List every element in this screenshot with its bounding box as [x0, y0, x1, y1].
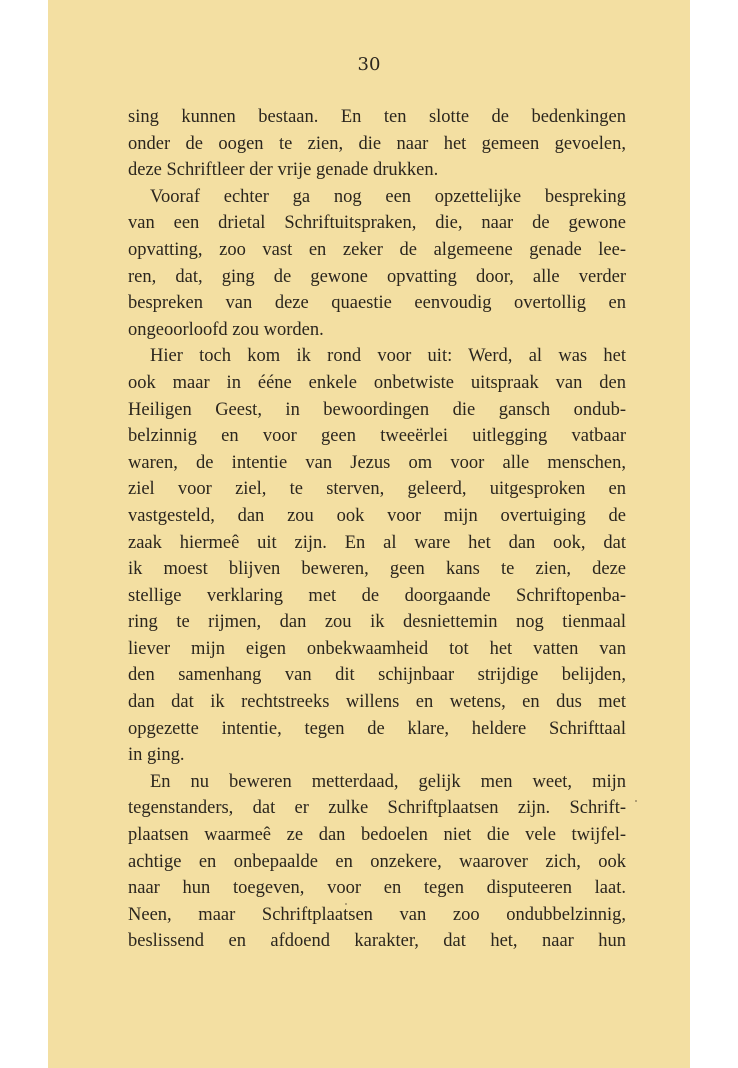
text-line: ongeoorloofd zou worden. [128, 319, 324, 340]
text-line: ook maar in ééne enkele onbetwiste uitspraak van den [128, 372, 626, 393]
text-line: ziel voor ziel, te sterven, geleerd, uitgesproken en [128, 479, 626, 500]
text-line: stellige verklaring met de doorgaande Schriftopenba- [128, 585, 626, 606]
text-line: van een drietal Schriftuitspraken, die, naar de gewone [128, 213, 626, 234]
text-line: Neen, maar Schriftplaatsen van zoo ondubbelzinnig, [128, 904, 626, 925]
paragraph [128, 769, 626, 955]
text-line: En nu beweren metterdaad, gelijk men weet, mijn [150, 771, 626, 792]
text-line: beslissend en afdoend karakter, dat het, naar hun [128, 931, 626, 952]
text-line: vastgesteld, dan zou ook voor mijn overtuiging de [128, 505, 626, 526]
text-line: Hier toch kom ik rond voor uit: Werd, al was het [150, 346, 626, 367]
paper-speck [345, 903, 347, 905]
text-line: sing kunnen bestaan. En ten slotte de bedenkingen [128, 107, 626, 127]
text-line: bespreken van deze quaestie eenvoudig overtollig en [128, 293, 626, 314]
paragraph [128, 184, 626, 344]
text-line: in ging. [128, 745, 185, 766]
body-text [128, 104, 626, 955]
paragraph [128, 104, 626, 184]
text-line: liever mijn eigen onbekwaamheid tot het vatten van [128, 638, 626, 659]
text-line: naar hun toegeven, voor en tegen disputeeren laat. [128, 878, 626, 899]
text-line: tegenstanders, dat er zulke Schriftplaatsen zijn. Schrift- [128, 798, 626, 819]
text-line: ring te rijmen, dan zou ik desniettemin nog tienmaal [128, 612, 626, 633]
page-number: 30 [357, 54, 381, 75]
book-page [48, 0, 690, 1068]
paper-speck [635, 800, 637, 802]
text-line: opvatting, zoo vast en zeker de algemeene genade lee- [128, 239, 626, 260]
text-line: ik moest blijven beweren, geen kans te zien, deze [128, 559, 626, 580]
text-line: Vooraf echter ga nog een opzettelijke bespreking [150, 186, 626, 207]
text-line: zaak hiermeê uit zijn. En al ware het dan ook, dat [128, 532, 626, 553]
text-line: Heiligen Geest, in bewoordingen die gansch ondub- [128, 399, 626, 420]
text-line: onder de oogen te zien, die naar het gemeen gevoelen, [128, 133, 626, 154]
text-line: opgezette intentie, tegen de klare, heldere Schrifttaal [128, 718, 626, 739]
text-line: dan dat ik rechtstreeks willens en wetens, en dus met [128, 692, 626, 713]
text-line: waren, de intentie van Jezus om voor alle menschen, [128, 452, 626, 473]
text-line: den samenhang van dit schijnbaar strijdige belijden, [128, 665, 626, 686]
paragraph [128, 343, 626, 769]
text-line: ren, dat, ging de gewone opvatting door, alle verder [128, 266, 626, 287]
text-line: achtige en onbepaalde en onzekere, waarover zich, ook [128, 851, 626, 872]
text-line: deze Schriftleer der vrije genade drukken. [128, 160, 439, 181]
text-line: plaatsen waarmeê ze dan bedoelen niet die vele twijfel- [128, 825, 626, 846]
text-line: belzinnig en voor geen tweeërlei uitlegging vatbaar [128, 426, 626, 447]
